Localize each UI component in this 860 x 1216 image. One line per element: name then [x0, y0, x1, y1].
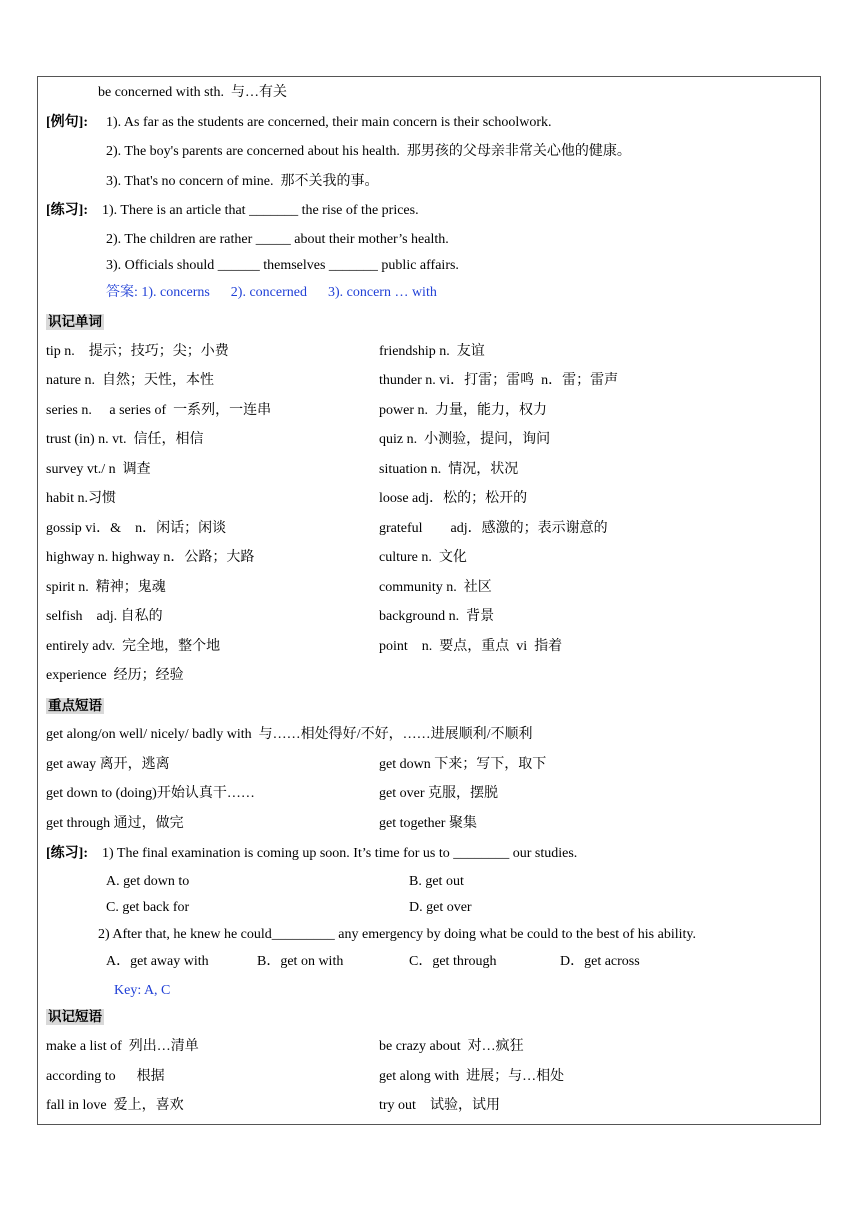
example-item: 2). The boy's parents are concerned about his health. 那男孩的父母亲非常关心他的健康。 [106, 144, 631, 159]
vocab-item: community n. 社区 [379, 580, 492, 595]
vocab-item: grateful adj．感激的；表示谢意的 [379, 521, 608, 536]
vocab-item: tip n. 提示；技巧；尖；小费 [46, 344, 229, 359]
phrase-item: get down to (doing)开始认真干…… [46, 786, 255, 801]
option-item: D. get over [409, 900, 472, 915]
practice-question: 1) The final examination is coming up soon. It’s time for us to ________ our studies. [102, 846, 578, 861]
vocab-item: quiz n. 小测验，提问，询问 [379, 432, 551, 447]
vocab-item: nature n. 自然；天性，本性 [46, 373, 214, 388]
memo-phrase-item: get along with 进展；与…相处 [379, 1069, 565, 1084]
phrase-item: get through 通过，做完 [46, 816, 184, 831]
example-item: 3). That's no concern of mine. 那不关我的事。 [106, 174, 379, 189]
option-item: A．get away with [106, 954, 209, 969]
phrase-item: get together 聚集 [379, 816, 477, 831]
vocab-item: power n. 力量，能力，权力 [379, 403, 547, 418]
vocab-item: highway n. highway n．公路；大路 [46, 550, 255, 565]
memo-phrase-item: make a list of 列出…清单 [46, 1039, 199, 1054]
vocab-item: entirely adv. 完全地，整个地 [46, 639, 221, 654]
option-item: C. get back for [106, 900, 190, 915]
phrases-heading: 重点短语 [48, 698, 102, 714]
intro-line: be concerned with sth. 与…有关 [98, 85, 287, 100]
option-item: D．get across [560, 954, 640, 969]
example-item: 1). As far as the students are concerned, their main concern is their schoolwork. [106, 115, 552, 130]
vocab-item: background n. 背景 [379, 609, 495, 624]
memo-phrase-item: fall in love 爱上，喜欢 [46, 1098, 184, 1113]
phrase-item: get over 克服，摆脱 [379, 786, 498, 801]
practice-label: [练习]: [46, 203, 88, 218]
practice-label: [练习]: [46, 846, 88, 861]
vocab-item: friendship n. 友谊 [379, 344, 485, 359]
memo-phrases-heading: 识记短语 [48, 1009, 102, 1025]
practice-answer: 答案: 1). concerns 2). concerned 3). concern … with [106, 285, 437, 300]
option-item: B. get out [409, 874, 464, 889]
practice-item: 3). Officials should ______ themselves _______ public affairs. [106, 258, 459, 273]
phrase-item: get away 离开，逃离 [46, 757, 170, 772]
memo-phrase-item: try out 试验，试用 [379, 1098, 500, 1113]
examples-label: [例句]: [46, 115, 88, 130]
vocab-item: habit n.习惯 [46, 491, 116, 506]
practice-question: 2) After that, he knew he could_________ any emergency by doing what be could to the best of his ability. [98, 927, 696, 942]
practice-item: 2). The children are rather _____ about their mother’s health. [106, 232, 449, 247]
vocab-item: situation n. 情况，状况 [379, 462, 519, 477]
vocab-item: culture n. 文化 [379, 550, 467, 565]
practice-item: 1). There is an article that _______ the rise of the prices. [102, 203, 419, 218]
vocab-item: trust (in) n. vt. 信任，相信 [46, 432, 204, 447]
vocab-item: point n. 要点，重点 vi 指着 [379, 639, 563, 654]
phrase-item: get down 下来；写下，取下 [379, 757, 547, 772]
memo-phrase-item: according to 根据 [46, 1069, 165, 1084]
vocab-item: experience 经历；经验 [46, 668, 184, 683]
vocab-item: series n. a series of 一系列，一连串 [46, 403, 272, 418]
vocab-item: thunder n. vi．打雷；雷鸣 n．雷；雷声 [379, 373, 619, 388]
option-item: A. get down to [106, 874, 190, 889]
vocab-item: selfish adj. 自私的 [46, 609, 163, 624]
memo-phrase-item: be crazy about 对…疯狂 [379, 1039, 524, 1054]
vocab-item: spirit n. 精神；鬼魂 [46, 580, 166, 595]
option-item: B．get on with [257, 954, 344, 969]
phrase-line: get along/on well/ nicely/ badly with 与……相处得好/不好，……进展顺利/不顺利 [46, 727, 533, 742]
vocab-item: survey vt./ n 调查 [46, 462, 151, 477]
vocab-item: loose adj．松的；松开的 [379, 491, 528, 506]
vocab-heading: 识记单词 [48, 314, 102, 330]
practice-key: Key: A, C [114, 983, 171, 998]
vocab-item: gossip vi．& n．闲话；闲谈 [46, 521, 227, 536]
option-item: C．get through [409, 954, 497, 969]
